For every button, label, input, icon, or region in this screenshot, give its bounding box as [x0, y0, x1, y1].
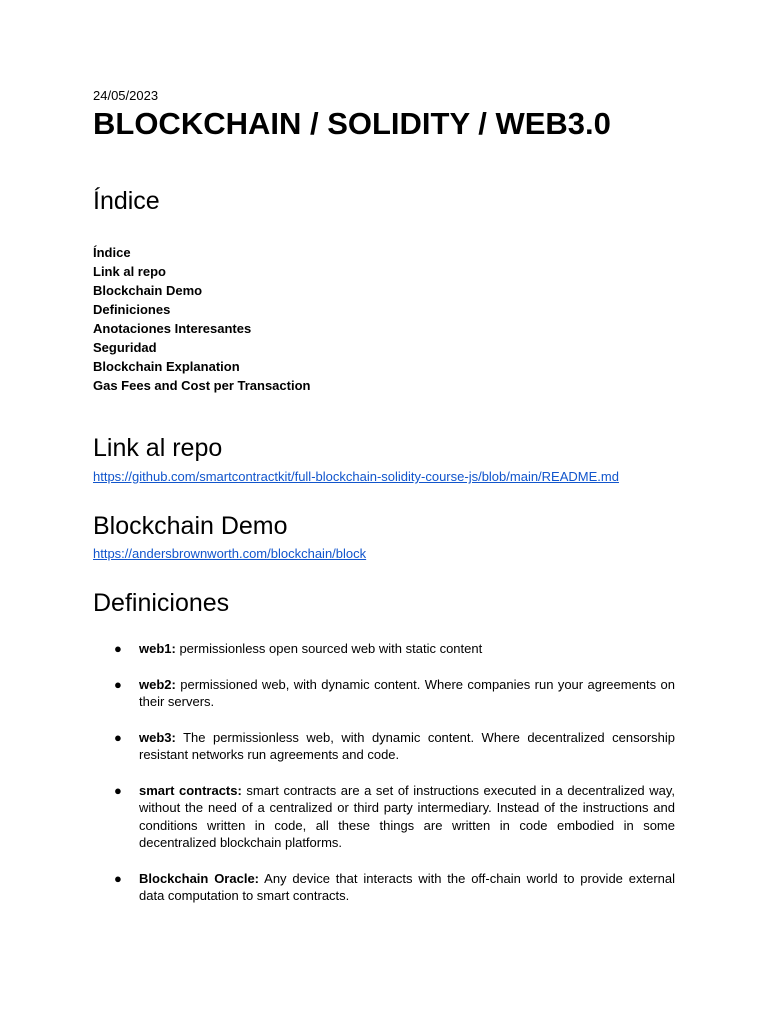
heading-blockchain-demo: Blockchain Demo	[93, 512, 288, 540]
toc-item[interactable]: Gas Fees and Cost per Transaction	[93, 378, 311, 393]
toc-item[interactable]: Anotaciones Interesantes	[93, 321, 252, 336]
definition-item	[93, 870, 675, 905]
definition-text: permissionless open sourced web with static content	[175, 641, 483, 656]
table-of-contents	[93, 243, 310, 395]
definition-item	[93, 782, 675, 852]
toc-item[interactable]: Índice	[93, 245, 131, 260]
definition-text: permissioned web, with dynamic content. Where companies run your agreements on their servers.	[139, 676, 675, 709]
bullet-icon: ●	[114, 641, 122, 656]
definition-text: The permissionless web, with dynamic content. Where decentralized censorship resistant networks run agreements and code.	[139, 729, 675, 762]
toc-item[interactable]: Link al repo	[93, 264, 166, 279]
definition-item	[93, 729, 675, 764]
bullet-icon: ●	[114, 729, 122, 745]
document-title: BLOCKCHAIN / SOLIDITY / WEB3.0	[93, 106, 611, 141]
definition-term: web3:	[139, 729, 176, 745]
definition-item	[93, 640, 675, 658]
bullet-icon: ●	[114, 782, 122, 798]
bullet-icon: ●	[114, 870, 122, 886]
toc-item[interactable]: Blockchain Explanation	[93, 359, 240, 374]
definition-term: smart contracts:	[139, 782, 242, 798]
definition-text: Any device that interacts with the off-chain world to provide external data computation to smart contracts.	[139, 870, 675, 903]
toc-item[interactable]: Blockchain Demo	[93, 283, 203, 298]
repo-link[interactable]: https://github.com/smartcontractkit/full-blockchain-solidity-course-js/blob/main/README.md	[93, 469, 619, 484]
toc-item[interactable]: Definiciones	[93, 302, 171, 317]
demo-link[interactable]: https://andersbrownworth.com/blockchain/block	[93, 546, 367, 561]
toc-item[interactable]: Seguridad	[93, 340, 157, 355]
definition-item	[93, 676, 675, 711]
definition-term: web2:	[139, 676, 176, 692]
definition-text: smart contracts are a set of instructions executed in a decentralized way, without the need of a centralized or third party intermediary. Instead of the instructions and conditions written in code, all these things are written in code embodied in some decentralized blockchain platforms.	[139, 782, 675, 850]
bullet-icon: ●	[114, 676, 122, 692]
definitions-list	[93, 640, 675, 923]
heading-definiciones: Definiciones	[93, 589, 230, 617]
heading-link-al-repo: Link al repo	[93, 434, 223, 462]
heading-indice: Índice	[93, 187, 160, 215]
definition-term: web1:	[139, 641, 176, 656]
definition-term: Blockchain Oracle:	[139, 870, 260, 886]
document-date: 24/05/2023	[93, 88, 159, 103]
